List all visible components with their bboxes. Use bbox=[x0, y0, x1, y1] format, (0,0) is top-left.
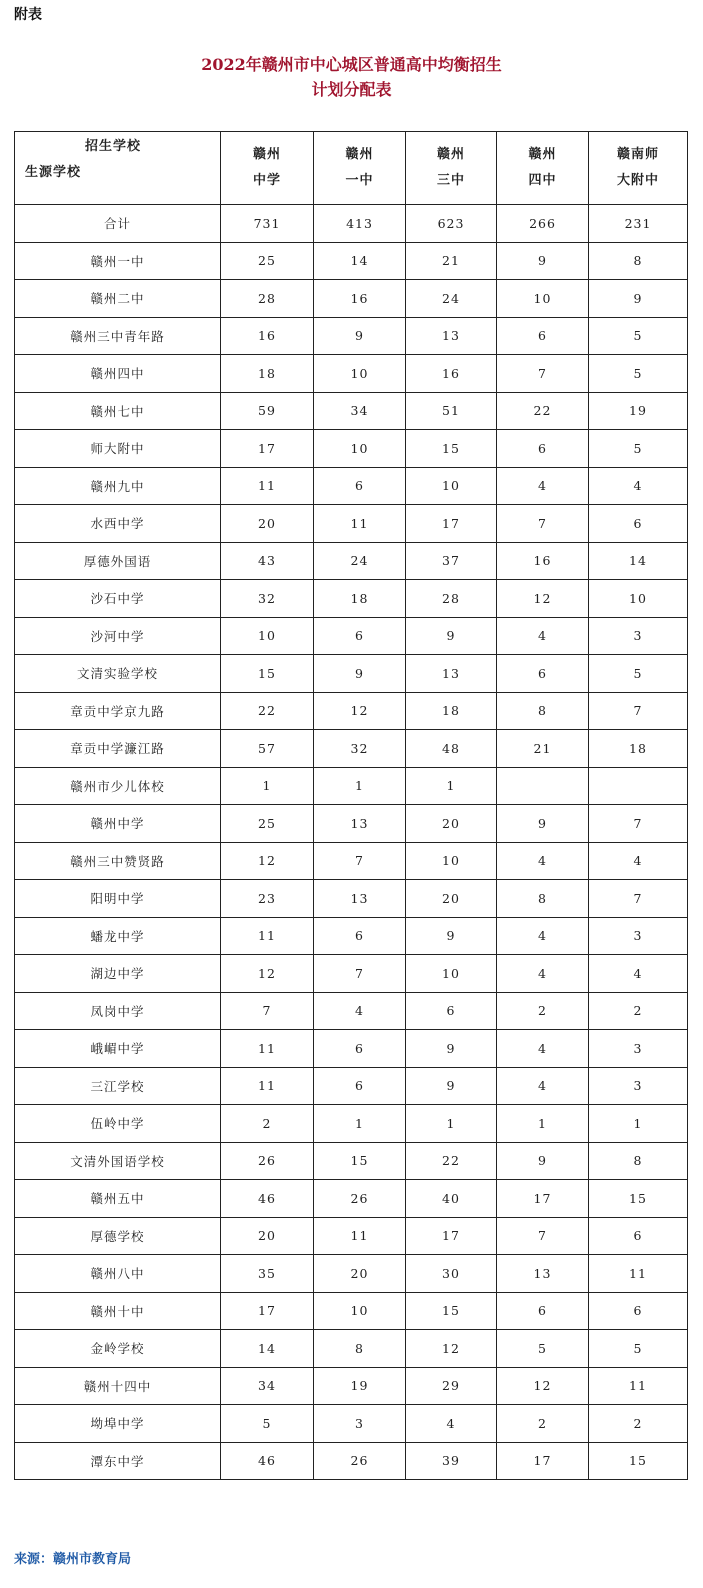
quota-cell: 4 bbox=[497, 617, 589, 655]
quota-cell: 9 bbox=[314, 317, 406, 355]
school-name-cell: 赣州二中 bbox=[15, 280, 221, 318]
quota-cell: 12 bbox=[221, 842, 314, 880]
table-row bbox=[15, 1217, 688, 1255]
column-header-line1: 赣州 bbox=[345, 147, 374, 162]
quota-cell: 731 bbox=[221, 205, 314, 243]
quota-cell: 15 bbox=[406, 430, 497, 468]
quota-cell: 9 bbox=[589, 280, 688, 318]
table-row bbox=[15, 242, 688, 280]
school-name-cell: 坳埠中学 bbox=[15, 1405, 221, 1443]
school-name-cell: 峨嵋中学 bbox=[15, 1030, 221, 1068]
quota-cell: 12 bbox=[497, 580, 589, 618]
quota-cell: 2 bbox=[589, 992, 688, 1030]
quota-cell: 8 bbox=[497, 692, 589, 730]
school-name-cell: 湖边中学 bbox=[15, 955, 221, 993]
quota-cell: 6 bbox=[314, 1067, 406, 1105]
school-name-cell: 赣州十中 bbox=[15, 1292, 221, 1330]
quota-cell: 6 bbox=[589, 1217, 688, 1255]
quota-cell: 6 bbox=[406, 992, 497, 1030]
table-row bbox=[15, 842, 688, 880]
column-header bbox=[221, 132, 314, 205]
quota-cell: 16 bbox=[221, 317, 314, 355]
quota-cell: 6 bbox=[497, 1292, 589, 1330]
quota-cell: 59 bbox=[221, 392, 314, 430]
table-row bbox=[15, 430, 688, 468]
allocation-table bbox=[14, 131, 688, 1480]
quota-cell: 4 bbox=[497, 467, 589, 505]
quota-cell: 8 bbox=[497, 880, 589, 918]
quota-cell: 11 bbox=[221, 1030, 314, 1068]
quota-cell: 26 bbox=[314, 1442, 406, 1480]
quota-cell: 5 bbox=[589, 317, 688, 355]
quota-cell: 8 bbox=[589, 242, 688, 280]
quota-cell: 20 bbox=[314, 1255, 406, 1293]
quota-cell: 8 bbox=[314, 1330, 406, 1368]
school-name-cell: 赣州十四中 bbox=[15, 1367, 221, 1405]
quota-cell: 10 bbox=[314, 1292, 406, 1330]
school-name-cell: 赣州九中 bbox=[15, 467, 221, 505]
quota-cell: 30 bbox=[406, 1255, 497, 1293]
column-header-line1: 赣州 bbox=[436, 147, 465, 162]
school-name-cell: 赣州七中 bbox=[15, 392, 221, 430]
quota-cell: 10 bbox=[589, 580, 688, 618]
quota-cell: 7 bbox=[314, 955, 406, 993]
school-name-cell: 赣州八中 bbox=[15, 1255, 221, 1293]
quota-cell: 4 bbox=[497, 1030, 589, 1068]
quota-cell: 11 bbox=[314, 505, 406, 543]
table-row bbox=[15, 1105, 688, 1143]
quota-cell: 5 bbox=[589, 655, 688, 693]
quota-cell: 9 bbox=[497, 805, 589, 843]
quota-cell: 3 bbox=[314, 1405, 406, 1443]
quota-cell: 1 bbox=[589, 1105, 688, 1143]
school-name-cell: 文清实验学校 bbox=[15, 655, 221, 693]
quota-cell: 13 bbox=[406, 317, 497, 355]
quota-cell: 266 bbox=[497, 205, 589, 243]
quota-cell: 18 bbox=[221, 355, 314, 393]
column-header-line1: 赣州 bbox=[252, 147, 281, 162]
table-row bbox=[15, 505, 688, 543]
school-name-cell: 伍岭中学 bbox=[15, 1105, 221, 1143]
quota-cell: 37 bbox=[406, 542, 497, 580]
quota-cell: 22 bbox=[406, 1142, 497, 1180]
column-header bbox=[589, 132, 688, 205]
quota-cell: 623 bbox=[406, 205, 497, 243]
quota-cell: 7 bbox=[589, 805, 688, 843]
table-row bbox=[15, 1330, 688, 1368]
table-row bbox=[15, 1405, 688, 1443]
quota-cell: 11 bbox=[314, 1217, 406, 1255]
quota-cell: 18 bbox=[589, 730, 688, 768]
header-row bbox=[15, 132, 688, 205]
quota-cell: 3 bbox=[589, 1030, 688, 1068]
quota-cell: 17 bbox=[221, 430, 314, 468]
quota-cell: 15 bbox=[589, 1180, 688, 1218]
quota-cell: 10 bbox=[314, 430, 406, 468]
corner-bottom-label: 生源学校 bbox=[25, 165, 82, 180]
quota-cell: 3 bbox=[589, 617, 688, 655]
quota-cell: 4 bbox=[589, 955, 688, 993]
quota-cell: 17 bbox=[406, 505, 497, 543]
quota-cell: 6 bbox=[589, 1292, 688, 1330]
school-name-cell: 凤岗中学 bbox=[15, 992, 221, 1030]
quota-cell: 9 bbox=[406, 917, 497, 955]
table-row bbox=[15, 1067, 688, 1105]
quota-cell: 18 bbox=[406, 692, 497, 730]
column-header bbox=[406, 132, 497, 205]
quota-cell bbox=[497, 767, 589, 805]
quota-cell: 3 bbox=[589, 1067, 688, 1105]
table-row bbox=[15, 580, 688, 618]
school-name-cell: 赣州四中 bbox=[15, 355, 221, 393]
school-name-cell: 赣州市少儿体校 bbox=[15, 767, 221, 805]
source-credit: 来源：赣州市教育局 bbox=[14, 1552, 132, 1567]
school-name-cell: 水西中学 bbox=[15, 505, 221, 543]
school-name-cell: 潭东中学 bbox=[15, 1442, 221, 1480]
column-header-line1: 赣州 bbox=[528, 147, 557, 162]
school-name-cell: 赣州三中赞贤路 bbox=[15, 842, 221, 880]
school-name-cell: 赣州一中 bbox=[15, 242, 221, 280]
quota-cell: 7 bbox=[497, 505, 589, 543]
school-name-cell: 蟠龙中学 bbox=[15, 917, 221, 955]
quota-cell: 1 bbox=[406, 1105, 497, 1143]
quota-cell: 14 bbox=[314, 242, 406, 280]
quota-cell: 7 bbox=[497, 1217, 589, 1255]
quota-cell: 6 bbox=[314, 917, 406, 955]
table-row bbox=[15, 1142, 688, 1180]
quota-cell: 12 bbox=[497, 1367, 589, 1405]
quota-cell: 24 bbox=[314, 542, 406, 580]
quota-cell: 21 bbox=[406, 242, 497, 280]
quota-cell: 231 bbox=[589, 205, 688, 243]
quota-cell: 17 bbox=[221, 1292, 314, 1330]
table-row bbox=[15, 317, 688, 355]
table-row bbox=[15, 280, 688, 318]
quota-cell: 51 bbox=[406, 392, 497, 430]
quota-cell: 26 bbox=[314, 1180, 406, 1218]
total-row bbox=[15, 205, 688, 243]
quota-cell: 17 bbox=[497, 1180, 589, 1218]
school-name-cell: 章贡中学京九路 bbox=[15, 692, 221, 730]
quota-cell: 4 bbox=[314, 992, 406, 1030]
school-name-cell: 厚德学校 bbox=[15, 1217, 221, 1255]
quota-cell: 13 bbox=[406, 655, 497, 693]
quota-cell: 9 bbox=[406, 1030, 497, 1068]
quota-cell: 2 bbox=[497, 1405, 589, 1443]
quota-cell: 13 bbox=[497, 1255, 589, 1293]
school-name-cell: 师大附中 bbox=[15, 430, 221, 468]
quota-cell: 34 bbox=[314, 392, 406, 430]
column-header bbox=[314, 132, 406, 205]
quota-cell: 11 bbox=[221, 917, 314, 955]
school-name-cell: 章贡中学濂江路 bbox=[15, 730, 221, 768]
quota-cell: 13 bbox=[314, 805, 406, 843]
quota-cell: 34 bbox=[221, 1367, 314, 1405]
quota-cell: 11 bbox=[589, 1255, 688, 1293]
column-header-line1: 赣南师 bbox=[616, 147, 659, 162]
table-row bbox=[15, 542, 688, 580]
quota-cell: 10 bbox=[406, 955, 497, 993]
table-row bbox=[15, 692, 688, 730]
quota-cell: 20 bbox=[406, 880, 497, 918]
quota-cell: 1 bbox=[221, 767, 314, 805]
quota-cell: 25 bbox=[221, 805, 314, 843]
table-row bbox=[15, 1030, 688, 1068]
quota-cell: 16 bbox=[406, 355, 497, 393]
quota-cell: 413 bbox=[314, 205, 406, 243]
school-name-cell: 阳明中学 bbox=[15, 880, 221, 918]
school-name-cell: 沙石中学 bbox=[15, 580, 221, 618]
quota-cell: 15 bbox=[314, 1142, 406, 1180]
quota-cell: 1 bbox=[497, 1105, 589, 1143]
quota-cell: 43 bbox=[221, 542, 314, 580]
quota-cell: 6 bbox=[314, 617, 406, 655]
quota-cell: 4 bbox=[589, 842, 688, 880]
school-name-cell: 金岭学校 bbox=[15, 1330, 221, 1368]
column-header-line2: 中学 bbox=[252, 173, 281, 188]
quota-cell: 7 bbox=[497, 355, 589, 393]
quota-cell: 9 bbox=[497, 242, 589, 280]
table-row bbox=[15, 955, 688, 993]
column-header-line2: 四中 bbox=[528, 173, 557, 188]
table-row bbox=[15, 655, 688, 693]
page-title bbox=[0, 52, 703, 102]
table-row bbox=[15, 880, 688, 918]
quota-cell: 18 bbox=[314, 580, 406, 618]
quota-cell: 14 bbox=[589, 542, 688, 580]
quota-cell: 10 bbox=[406, 842, 497, 880]
column-header-line2: 大附中 bbox=[616, 173, 659, 188]
quota-cell: 6 bbox=[497, 655, 589, 693]
quota-cell: 6 bbox=[589, 505, 688, 543]
quota-cell: 4 bbox=[497, 917, 589, 955]
table-row bbox=[15, 730, 688, 768]
quota-cell: 10 bbox=[221, 617, 314, 655]
column-header bbox=[497, 132, 589, 205]
table-row bbox=[15, 617, 688, 655]
quota-cell: 26 bbox=[221, 1142, 314, 1180]
table-row bbox=[15, 1292, 688, 1330]
quota-cell: 40 bbox=[406, 1180, 497, 1218]
quota-cell: 46 bbox=[221, 1180, 314, 1218]
quota-cell: 22 bbox=[221, 692, 314, 730]
quota-cell: 25 bbox=[221, 242, 314, 280]
table-row bbox=[15, 917, 688, 955]
quota-cell: 4 bbox=[497, 842, 589, 880]
quota-cell: 11 bbox=[221, 1067, 314, 1105]
column-header-line2: 三中 bbox=[436, 173, 465, 188]
quota-cell: 5 bbox=[221, 1405, 314, 1443]
table-row bbox=[15, 992, 688, 1030]
quota-cell: 19 bbox=[314, 1367, 406, 1405]
quota-cell: 2 bbox=[221, 1105, 314, 1143]
quota-cell: 28 bbox=[221, 280, 314, 318]
table-row bbox=[15, 767, 688, 805]
quota-cell: 48 bbox=[406, 730, 497, 768]
quota-cell: 4 bbox=[497, 1067, 589, 1105]
quota-cell: 4 bbox=[497, 955, 589, 993]
quota-cell: 16 bbox=[497, 542, 589, 580]
column-header-line2: 一中 bbox=[345, 173, 374, 188]
quota-cell: 28 bbox=[406, 580, 497, 618]
quota-cell: 11 bbox=[221, 467, 314, 505]
quota-cell: 1 bbox=[314, 767, 406, 805]
school-name-cell: 赣州五中 bbox=[15, 1180, 221, 1218]
quota-cell: 12 bbox=[221, 955, 314, 993]
school-name-cell: 赣州三中青年路 bbox=[15, 317, 221, 355]
quota-cell: 10 bbox=[314, 355, 406, 393]
title-line-1: 2022年赣州市中心城区普通高中均衡招生 bbox=[201, 55, 502, 74]
quota-cell: 1 bbox=[314, 1105, 406, 1143]
school-name-cell: 文清外国语学校 bbox=[15, 1142, 221, 1180]
table-row bbox=[15, 805, 688, 843]
table-row bbox=[15, 1442, 688, 1480]
quota-cell: 20 bbox=[221, 1217, 314, 1255]
quota-cell: 9 bbox=[406, 617, 497, 655]
quota-cell: 6 bbox=[314, 1030, 406, 1068]
title-line-2: 计划分配表 bbox=[311, 80, 392, 99]
quota-cell bbox=[589, 767, 688, 805]
quota-cell: 2 bbox=[497, 992, 589, 1030]
quota-cell: 15 bbox=[589, 1442, 688, 1480]
quota-cell: 17 bbox=[497, 1442, 589, 1480]
quota-cell: 12 bbox=[406, 1330, 497, 1368]
quota-cell: 39 bbox=[406, 1442, 497, 1480]
quota-cell: 4 bbox=[589, 467, 688, 505]
table-row bbox=[15, 355, 688, 393]
quota-cell: 14 bbox=[221, 1330, 314, 1368]
quota-cell: 9 bbox=[497, 1142, 589, 1180]
quota-cell: 15 bbox=[221, 655, 314, 693]
quota-cell: 16 bbox=[314, 280, 406, 318]
quota-cell: 1 bbox=[406, 767, 497, 805]
quota-cell: 6 bbox=[497, 430, 589, 468]
quota-cell: 57 bbox=[221, 730, 314, 768]
quota-cell: 9 bbox=[406, 1067, 497, 1105]
quota-cell: 10 bbox=[406, 467, 497, 505]
quota-cell: 13 bbox=[314, 880, 406, 918]
quota-cell: 2 bbox=[589, 1405, 688, 1443]
quota-cell: 6 bbox=[497, 317, 589, 355]
quota-cell: 5 bbox=[589, 355, 688, 393]
quota-cell: 10 bbox=[497, 280, 589, 318]
school-name-cell: 合计 bbox=[15, 205, 221, 243]
table-row bbox=[15, 1367, 688, 1405]
quota-cell: 6 bbox=[314, 467, 406, 505]
quota-cell: 12 bbox=[314, 692, 406, 730]
table-row bbox=[15, 1180, 688, 1218]
quota-cell: 7 bbox=[589, 880, 688, 918]
quota-cell: 32 bbox=[221, 580, 314, 618]
quota-cell: 20 bbox=[221, 505, 314, 543]
quota-cell: 8 bbox=[589, 1142, 688, 1180]
school-name-cell: 赣州中学 bbox=[15, 805, 221, 843]
quota-cell: 11 bbox=[589, 1367, 688, 1405]
quota-cell: 20 bbox=[406, 805, 497, 843]
table-row bbox=[15, 392, 688, 430]
quota-cell: 24 bbox=[406, 280, 497, 318]
school-name-cell: 三江学校 bbox=[15, 1067, 221, 1105]
corner-top-label: 招生学校 bbox=[85, 139, 142, 154]
quota-cell: 7 bbox=[221, 992, 314, 1030]
quota-cell: 5 bbox=[589, 1330, 688, 1368]
corner-header bbox=[15, 132, 221, 205]
quota-cell: 32 bbox=[314, 730, 406, 768]
quota-cell: 5 bbox=[497, 1330, 589, 1368]
appendix-label: 附表 bbox=[14, 7, 42, 23]
quota-cell: 19 bbox=[589, 392, 688, 430]
table-row bbox=[15, 1255, 688, 1293]
table-row bbox=[15, 467, 688, 505]
quota-cell: 4 bbox=[406, 1405, 497, 1443]
quota-cell: 46 bbox=[221, 1442, 314, 1480]
table-body bbox=[15, 205, 688, 1480]
quota-cell: 7 bbox=[589, 692, 688, 730]
school-name-cell: 厚德外国语 bbox=[15, 542, 221, 580]
quota-cell: 15 bbox=[406, 1292, 497, 1330]
quota-cell: 7 bbox=[314, 842, 406, 880]
quota-cell: 23 bbox=[221, 880, 314, 918]
quota-cell: 35 bbox=[221, 1255, 314, 1293]
quota-cell: 22 bbox=[497, 392, 589, 430]
quota-cell: 9 bbox=[314, 655, 406, 693]
quota-cell: 17 bbox=[406, 1217, 497, 1255]
quota-cell: 29 bbox=[406, 1367, 497, 1405]
quota-cell: 3 bbox=[589, 917, 688, 955]
school-name-cell: 沙河中学 bbox=[15, 617, 221, 655]
quota-cell: 5 bbox=[589, 430, 688, 468]
quota-cell: 21 bbox=[497, 730, 589, 768]
